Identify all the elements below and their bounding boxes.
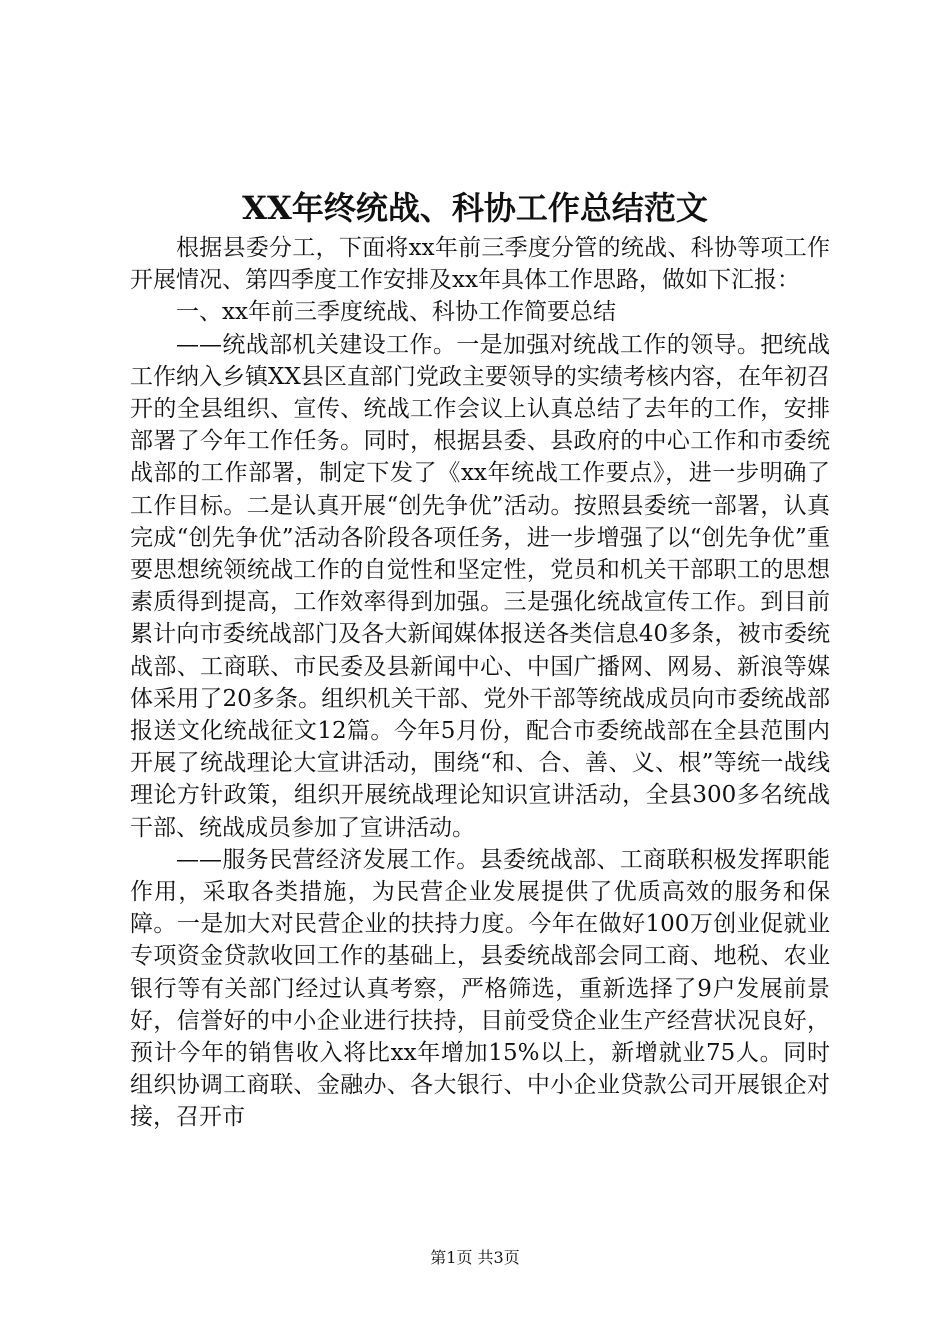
page-number: 第1页 共3页 xyxy=(430,1248,520,1267)
document-body xyxy=(130,232,830,1134)
document-title: XX年终统战、科协工作总结范文 xyxy=(242,189,708,227)
paragraph-intro: 根据县委分工，下面将xx年前三季度分管的统战、科协等项工作开展情况、第四季度工作安排及xx年具体工作思路，做如下汇报： xyxy=(130,235,830,294)
paragraph-private-economy: ——服务民营经济发展工作。县委统战部、工商联积极发挥职能作用，采取各类措施，为民营企业发展提供了优质高效的服务和保障。一是加大对民营企业的扶持力度。今年在做好100万创业促就业专项资金贷款收回工作的基础上，县委统战部会同工商、地税、农业银行等有关部门经过认真考察，严格筛选，重新选择了9户发展前景好，信誉好的中小企业进行扶持，目前受贷企业生产经营状况良好，预计今年的销售收入将比xx年增加15%以上，新增就业75人。同时组织协调工商联、金融办、各大银行、中小企业贷款公司开展银企对接，召开市 xyxy=(130,846,830,1131)
section-heading: 一、xx年前三季度统战、科协工作简要总结 xyxy=(176,299,616,326)
paragraph-united-front: ——统战部机关建设工作。一是加强对统战工作的领导。把统战工作纳入乡镇XX县区直部门党政主要领导的实绩考核内容，在年初召开的全县组织、宣传、统战工作会议上认真总结了去年的工作，安排部署了今年工作任务。同时，根据县委、县政府的中心工作和市委统战部的工作部署，制定下发了《xx年统战工作要点》，进一步明确了工作目标。二是认真开展“创先争优”活动。按照县委统一部署，认真完成“创先争优”活动各阶段各项任务，进一步增强了以“创先争优”重要思想统领统战工作的自觉性和坚定性，党员和机关干部职工的思想素质得到提高，工作效率得到加强。三是强化统战宣传工作。到目前累计向市委统战部门及各大新闻媒体报送各类信息40多条，被市委统战部、工商联、市民委及县新闻中心、中国广播网、网易、新浪等媒体采用了20多条。组织机关干部、党外干部等统战成员向市委统战部报送文化统战征文12篇。今年5月份，配合市委统战部在全县范围内开展了统战理论大宣讲活动，围绕“和、合、善、义、根”等统一战线理论方针政策，组织开展统战理论知识宣讲活动，全县300多名统战干部、统战成员参加了宣讲活动。 xyxy=(130,331,830,841)
